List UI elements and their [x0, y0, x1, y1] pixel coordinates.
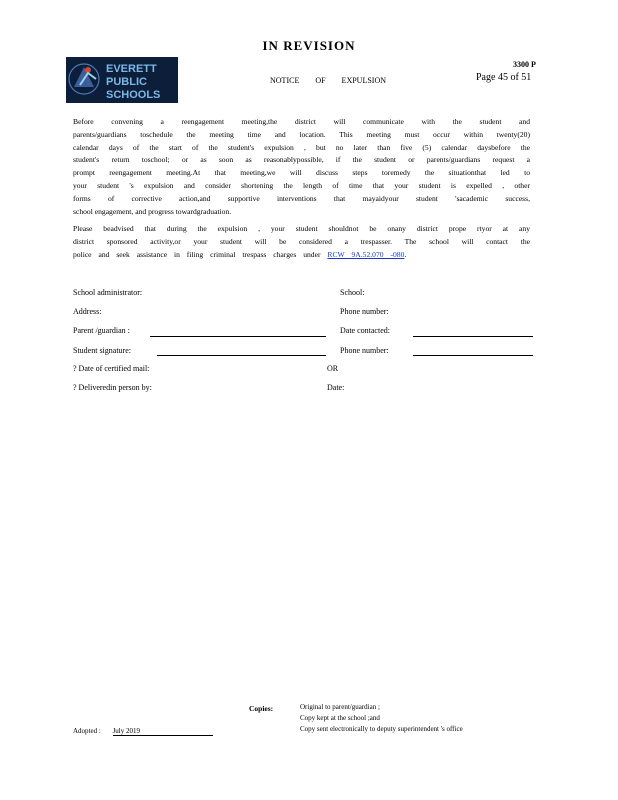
paragraph-line: school engagement, and progress towardgraduation. [73, 206, 232, 216]
school-administrator-label: School administrator: [73, 288, 143, 297]
parent-guardian-label: Parent /guardian : [73, 326, 130, 335]
date-contacted-label: Date contacted: [340, 326, 390, 335]
parent-guardian-field[interactable] [150, 336, 326, 337]
copy-item: Copy sent electronically to deputy superintendent 's office [300, 725, 463, 733]
copy-item: Copy kept at the school ;and [300, 714, 380, 722]
address-label: Address: [73, 307, 102, 316]
phone-number-label: Phone number: [340, 307, 389, 316]
trespass-paragraph [73, 223, 530, 261]
certified-mail-checkbox[interactable]: ? Date of certified mail: [73, 364, 150, 373]
trespass-text: police and seek assistance in filing criminal trespass charges under [73, 249, 321, 259]
paragraph-line: district sponsored activity,or your student will be considered a trespasser. The school will contact the [73, 236, 530, 246]
status-banner: IN REVISION [262, 38, 356, 53]
copies-label: Copies: [249, 704, 274, 713]
student-signature-label: Student signature: [73, 346, 131, 355]
adopted-date: July 2019 [113, 727, 213, 736]
notice-title: NOTICE OF EXPULSION [270, 76, 386, 85]
paragraph-line: prompt reengagement meeting.At that meeting,we will discuss steps toremedy the situationthat led to [73, 168, 530, 178]
paragraph-line: forms of corrective action,and supportive interventions that mayaidyour student 'sacademic success, [73, 193, 530, 203]
date-contacted-field[interactable] [413, 336, 533, 337]
delivered-in-person-checkbox[interactable]: ? Deliveredin person by: [73, 383, 152, 392]
paragraph-line: student's return toschool; or as soon as reasonablypossible, if the student or parents/guardians request a [73, 155, 530, 165]
phone-number-label-2: Phone number: [340, 346, 389, 355]
paragraph-line: parents/guardians toschedule the meeting time and location. This meeting must occur within twenty(20) [73, 129, 530, 139]
paragraph-line: your student 's expulsion and consider shortening the length of time that your student is expelled , other [73, 180, 530, 190]
student-signature-field[interactable] [157, 355, 326, 356]
sentence-end: . [404, 249, 407, 259]
paragraph-line: Before convening a reengagement meeting,the district will communicate with the student and [73, 117, 530, 126]
school-label: School: [340, 288, 365, 297]
phone-number-field[interactable] [413, 355, 533, 356]
or-label: OR [327, 364, 339, 373]
page-number: Page 45 of 51 [476, 72, 532, 83]
adopted-label: Adopted : [73, 727, 101, 735]
copy-item: Original to parent/guardian ; [300, 703, 380, 711]
logo-graphic [66, 57, 178, 103]
rcw-link[interactable]: RCW 9A.52.070 -080 [327, 249, 405, 259]
paragraph-line: calendar days of the start of the student's expulsion , but no later than five (5) calendar daysbefore the [73, 142, 530, 152]
paragraph-line: Please beadvised that during the expulsion , your student shouldnot be onany district prope rtyor at any [73, 224, 530, 233]
policy-number: 3300 P [513, 60, 536, 69]
logo-line2: PUBLIC [106, 76, 147, 88]
logo-line3: SCHOOLS [106, 89, 161, 101]
paragraph-last-line [73, 249, 530, 262]
date-label: Date: [327, 383, 345, 392]
district-logo [66, 57, 178, 103]
adopted-line [73, 727, 213, 736]
reengagement-paragraph [73, 116, 530, 218]
logo-line1: EVERETT [106, 63, 157, 75]
